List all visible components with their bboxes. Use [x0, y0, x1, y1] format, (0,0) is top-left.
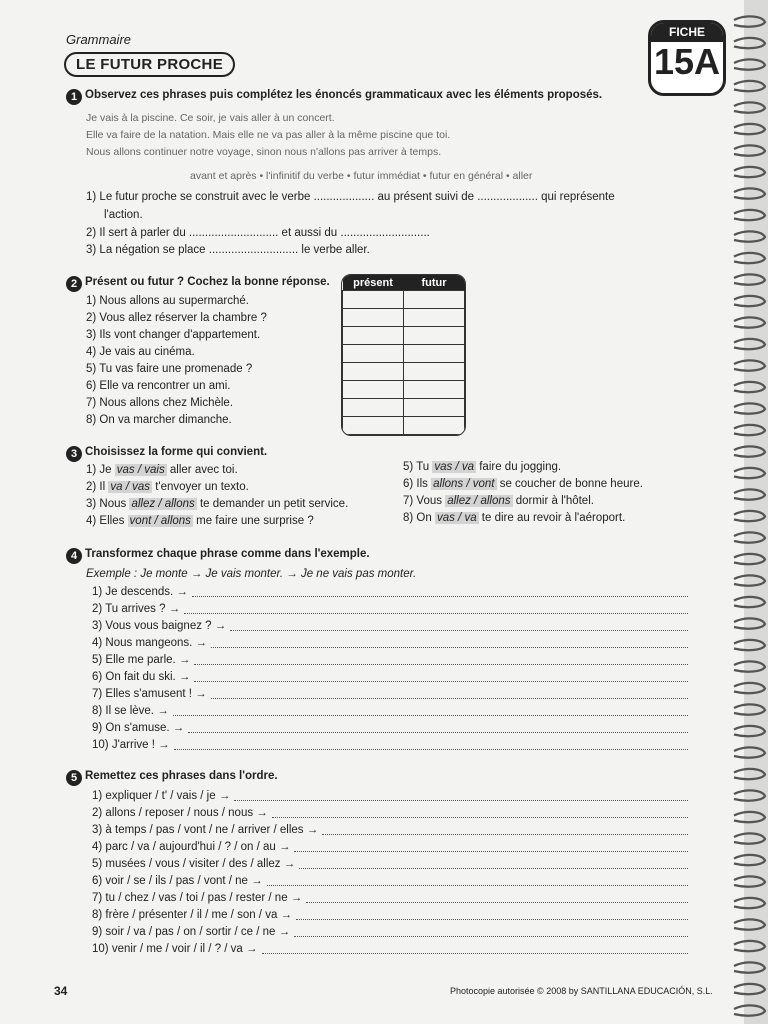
ex1-item: 2) Il sert à parler du ............................ et aussi du ............................	[86, 227, 430, 239]
answer-line[interactable]	[322, 822, 688, 835]
ex3-item	[403, 493, 643, 510]
ex3-item	[403, 510, 643, 527]
item-prompt: 3) à temps / pas / vont / ne / arriver / elles →	[92, 824, 319, 836]
item-prompt: 5) Elle me parle. →	[92, 654, 191, 666]
spiral-ring	[734, 360, 765, 370]
answer-line[interactable]	[174, 737, 688, 750]
answer-line[interactable]	[184, 601, 688, 614]
ex5-item	[92, 805, 688, 822]
spiral-ring	[734, 102, 765, 112]
ex2-table	[342, 275, 465, 435]
spiral-ring	[734, 597, 765, 607]
ex3-item	[86, 462, 348, 479]
spiral-ring	[734, 575, 765, 585]
ex4-items	[92, 584, 688, 754]
spiral-ring	[734, 59, 765, 69]
spiral-ring	[734, 296, 765, 306]
checkbox-cell[interactable]	[343, 327, 404, 345]
spiral-ring	[734, 941, 765, 951]
ex5-item	[92, 822, 688, 839]
section-label: Grammaire	[66, 32, 132, 47]
answer-line[interactable]	[296, 907, 688, 920]
item-prompt: 4) Nous mangeons. →	[92, 637, 208, 649]
ex4-item	[92, 686, 688, 703]
ex5-item	[92, 856, 688, 873]
spiral-ring	[734, 618, 765, 628]
ex4-item	[92, 652, 688, 669]
ex5-item	[92, 839, 688, 856]
item-suffix: aller avec toi.	[166, 464, 238, 476]
item-prefix: 8) On	[403, 512, 435, 524]
ex1-item: 3) La négation se place ............................ le verbe aller.	[86, 244, 370, 256]
answer-line[interactable]	[272, 805, 688, 818]
spiral-ring	[734, 704, 765, 714]
ex5-heading-text: Remettez ces phrases dans l'ordre.	[85, 770, 278, 782]
spiral-ring	[734, 726, 765, 736]
ex3-item	[403, 459, 643, 476]
page-title: LE FUTUR PROCHE	[64, 52, 235, 77]
ex2-item: 7) Nous allons chez Michèle.	[86, 397, 234, 409]
ex3-item	[86, 513, 348, 530]
spiral-ring	[734, 984, 765, 994]
ex2-item: 8) On va marcher dimanche.	[86, 414, 232, 426]
ex3-item	[86, 496, 348, 513]
ex1-heading-text: Observez ces phrases puis complétez les énoncés grammaticaux avec les éléments proposés.	[85, 89, 603, 101]
ex4-item	[92, 720, 688, 737]
item-prefix: 4) Elles	[86, 515, 128, 527]
choice-option[interactable]: va / vas	[110, 481, 151, 493]
item-prompt: 3) Vous vous baignez ? →	[92, 620, 227, 632]
item-prompt: 9) soir / va / pas / on / sortir / ce / ne →	[92, 926, 291, 938]
spiral-ring	[734, 16, 765, 26]
choice-option[interactable]: vas / vais	[116, 464, 165, 476]
spiral-ring	[734, 1005, 765, 1015]
item-suffix: te dire au revoir à l'aéroport.	[478, 512, 626, 524]
ex2-answer-grid	[341, 274, 466, 436]
ex1-example: Nous allons continuer notre voyage, sinon nous n'allons pas arriver à temps.	[86, 146, 442, 158]
ex4-item	[92, 737, 688, 754]
choice-option[interactable]: allons / vont	[433, 478, 495, 490]
ex1-item: l'action.	[104, 209, 143, 221]
spiral-ring	[734, 145, 765, 155]
spiral-ring	[734, 532, 765, 542]
spiral-ring	[734, 274, 765, 284]
ex2-item: 6) Elle va rencontrer un ami.	[86, 380, 231, 392]
fiche-badge	[648, 20, 726, 96]
spiral-rings	[734, 16, 765, 1015]
checkbox-cell[interactable]	[404, 417, 465, 435]
item-prompt: 8) frère / présenter / il / me / son / va →	[92, 909, 293, 921]
choice-option[interactable]: vont / allons	[129, 515, 191, 527]
spiral-ring	[734, 511, 765, 521]
checkbox-cell[interactable]	[343, 363, 404, 381]
ex5-heading	[66, 770, 278, 786]
ex5-item	[92, 924, 688, 941]
answer-line[interactable]	[211, 686, 688, 699]
spiral-ring	[734, 962, 765, 972]
ex3-item	[403, 476, 643, 493]
spiral-ring	[734, 124, 765, 134]
spiral-ring	[734, 898, 765, 908]
item-prefix: 2) Il	[86, 481, 109, 493]
item-suffix: t'envoyer un texto.	[152, 481, 249, 493]
ex1-example: Je vais à la piscine. Ce soir, je vais aller à un concert.	[86, 112, 335, 124]
answer-line[interactable]	[234, 788, 688, 801]
item-prompt: 10) venir / me / voir / il / ? / va →	[92, 943, 258, 955]
spiral-ring	[734, 81, 765, 91]
copyright-notice: Photocopie autorisée © 2008 by SANTILLANA EDUCACIÓN, S.L.	[450, 986, 713, 996]
item-prompt: 2) allons / reposer / nous / nous →	[92, 807, 268, 819]
ex4-item	[92, 618, 688, 635]
fiche-number: 15A	[653, 41, 721, 82]
item-prompt: 6) voir / se / ils / pas / vont / ne →	[92, 875, 263, 887]
ex3-right-items	[403, 459, 643, 527]
page-number: 34	[54, 984, 68, 998]
item-suffix: te demander un petit service.	[196, 498, 349, 510]
item-prompt: 9) On s'amuse. →	[92, 722, 185, 734]
ex2-item: 1) Nous allons au supermarché.	[86, 295, 249, 307]
spiral-ring	[734, 812, 765, 822]
spiral-ring	[734, 339, 765, 349]
ex1-item: 1) Le futur proche se construit avec le verbe ................... au présent suivi de ................... qui représente	[86, 191, 615, 203]
ex3-item	[86, 479, 348, 496]
item-prefix: 5) Tu	[403, 461, 433, 473]
item-prompt: 7) tu / chez / vas / toi / pas / rester / ne →	[92, 892, 303, 904]
item-prompt: 1) Je descends. →	[92, 586, 188, 598]
answer-line[interactable]	[194, 652, 688, 665]
ex3-heading-text: Choisissez la forme qui convient.	[85, 446, 268, 458]
answer-line[interactable]	[173, 703, 688, 716]
choice-option[interactable]: vas / va	[436, 512, 477, 524]
answer-line[interactable]	[294, 839, 688, 852]
ex4-item	[92, 703, 688, 720]
item-prompt: 1) expliquer / t' / vais / je →	[92, 790, 231, 802]
spiral-ring	[734, 640, 765, 650]
spiral-ring	[734, 188, 765, 198]
answer-line[interactable]	[192, 584, 688, 597]
ex4-heading-text: Transformez chaque phrase comme dans l'exemple.	[85, 548, 370, 560]
ex5-item	[92, 873, 688, 890]
ex2-item: 5) Tu vas faire une promenade ?	[86, 363, 253, 375]
ex5-item	[92, 788, 688, 805]
ex3-heading	[66, 446, 267, 462]
item-prompt: 5) musées / vous / visiter / des / allez →	[92, 858, 296, 870]
spiral-ring	[734, 876, 765, 886]
item-suffix: dormir à l'hôtel.	[512, 495, 594, 507]
ex1-number: 1	[66, 89, 82, 105]
ex4-number: 4	[66, 548, 82, 564]
ex4-item	[92, 584, 688, 601]
item-prefix: 6) Ils	[403, 478, 432, 490]
spiral-ring	[734, 747, 765, 757]
col-futur-header: futur	[404, 275, 465, 291]
checkbox-cell[interactable]	[343, 417, 404, 435]
answer-line[interactable]	[188, 720, 688, 733]
item-prompt: 4) parc / va / aujourd'hui / ? / on / au →	[92, 841, 291, 853]
ex2-item: 4) Je vais au cinéma.	[86, 346, 195, 358]
ex1-examples	[86, 110, 450, 161]
fiche-label: FICHE	[651, 23, 723, 42]
ex4-item	[92, 601, 688, 618]
checkbox-cell[interactable]	[404, 327, 465, 345]
spiral-ring	[734, 790, 765, 800]
choice-option[interactable]: vas / va	[434, 461, 475, 473]
item-suffix: faire du jogging.	[476, 461, 562, 473]
spiral-ring	[734, 468, 765, 478]
answer-line[interactable]	[230, 618, 688, 631]
ex2-item: 3) Ils vont changer d'appartement.	[86, 329, 261, 341]
ex2-items	[86, 293, 267, 429]
spiral-ring	[734, 38, 765, 48]
spiral-ring	[734, 317, 765, 327]
spiral-ring	[734, 253, 765, 263]
spiral-ring	[734, 167, 765, 177]
item-prefix: 1) Je	[86, 464, 115, 476]
checkbox-cell[interactable]	[404, 399, 465, 417]
spiral-ring	[734, 769, 765, 779]
item-suffix: se coucher de bonne heure.	[496, 478, 643, 490]
item-prompt: 2) Tu arrives ? →	[92, 603, 181, 615]
ex5-items	[92, 788, 688, 958]
spiral-ring	[734, 683, 765, 693]
item-prompt: 8) Il se lève. →	[92, 705, 169, 717]
checkbox-cell[interactable]	[343, 345, 404, 363]
answer-line[interactable]	[306, 890, 688, 903]
checkbox-cell[interactable]	[404, 381, 465, 399]
item-prefix: 7) Vous	[403, 495, 446, 507]
item-prompt: 6) On fait du ski. →	[92, 671, 191, 683]
item-suffix: me faire une surprise ?	[192, 515, 314, 527]
spiral-ring	[734, 446, 765, 456]
spiral-ring	[734, 855, 765, 865]
answer-line[interactable]	[194, 669, 688, 682]
spiral-ring	[734, 382, 765, 392]
ex2-heading-text: Présent ou futur ? Cochez la bonne réponse.	[85, 276, 330, 288]
ex1-heading	[66, 89, 602, 105]
checkbox-cell[interactable]	[343, 291, 404, 309]
choice-option[interactable]: allez / allons	[447, 495, 511, 507]
ex5-item	[92, 941, 688, 958]
answer-line[interactable]	[262, 941, 688, 954]
spiral-ring	[734, 231, 765, 241]
ex4-heading	[66, 548, 370, 564]
choice-option[interactable]: allez / allons	[131, 498, 195, 510]
spiral-ring	[734, 425, 765, 435]
item-prompt: 7) Elles s'amusent ! →	[92, 688, 207, 700]
checkbox-cell[interactable]	[343, 381, 404, 399]
spiral-ring	[734, 210, 765, 220]
ex1-word-bank: avant et après • l'infinitif du verbe • futur immédiat • futur en général • aller	[190, 170, 533, 182]
ex1-example: Elle va faire de la natation. Mais elle ne va pas aller à la même piscine que toi.	[86, 129, 451, 141]
spiral-ring	[734, 554, 765, 564]
ex4-item	[92, 635, 688, 652]
ex2-number: 2	[66, 276, 82, 292]
spiral-ring	[734, 403, 765, 413]
checkbox-cell[interactable]	[404, 345, 465, 363]
answer-line[interactable]	[299, 856, 688, 869]
ex4-example: Exemple : Je monte → Je vais monter. → Je ne vais pas monter.	[86, 568, 417, 580]
checkbox-cell[interactable]	[343, 309, 404, 327]
ex5-item	[92, 890, 688, 907]
spiral-ring	[734, 661, 765, 671]
ex5-number: 5	[66, 770, 82, 786]
answer-line[interactable]	[267, 873, 688, 886]
item-prefix: 3) Nous	[86, 498, 130, 510]
spiral-ring	[734, 919, 765, 929]
ex3-number: 3	[66, 446, 82, 462]
checkbox-cell[interactable]	[404, 309, 465, 327]
checkbox-cell[interactable]	[404, 363, 465, 381]
checkbox-cell[interactable]	[343, 399, 404, 417]
ex3-left-items	[86, 462, 348, 530]
ex2-heading	[66, 276, 330, 292]
col-present-header: présent	[343, 275, 404, 291]
ex2-item: 2) Vous allez réserver la chambre ?	[86, 312, 267, 324]
checkbox-cell[interactable]	[404, 291, 465, 309]
ex5-item	[92, 907, 688, 924]
spiral-ring	[734, 833, 765, 843]
answer-line[interactable]	[211, 635, 688, 648]
spiral-ring	[734, 489, 765, 499]
spiral-binding	[732, 0, 768, 1024]
answer-line[interactable]	[294, 924, 688, 937]
item-prompt: 10) J'arrive ! →	[92, 739, 170, 751]
ex4-item	[92, 669, 688, 686]
